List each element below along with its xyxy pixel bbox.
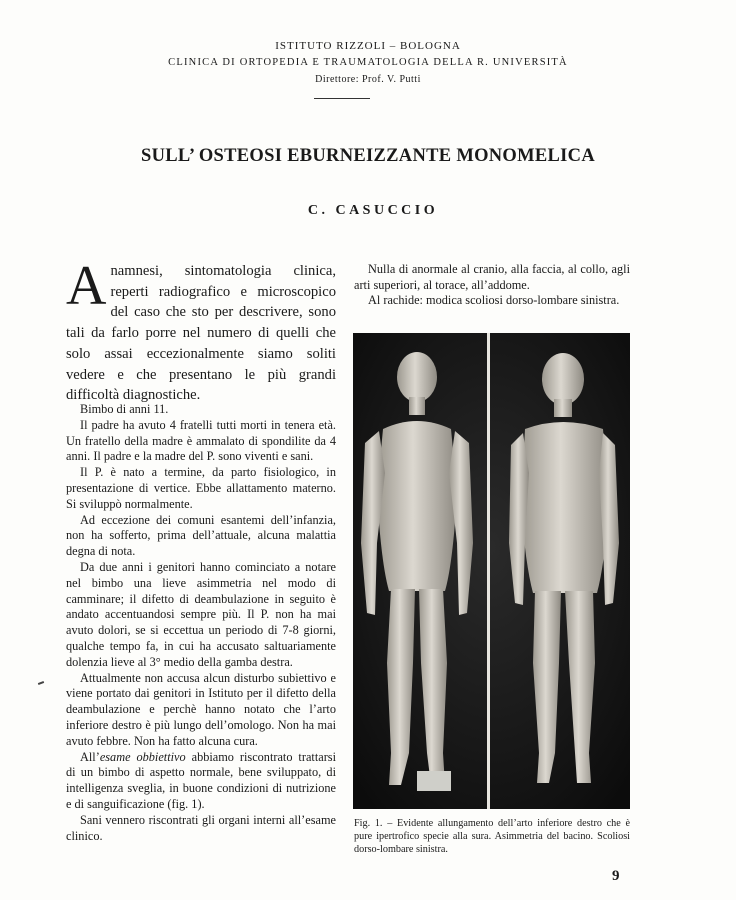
exam-rest: abbiamo riscontrato trattarsi di un bimbo di aspetto normale, bene sviluppato, di intelligenza sveglia, in buone condizioni di nutrizione e di sanguificazione (fig. 1). — [66, 749, 336, 811]
header-institute: ISTITUTO RIZZOLI – BOLOGNA — [275, 40, 461, 52]
paragraph-infancy: Ad eccezione dei comuni esantemi dell’infanzia, non ha sofferto, prima dell’attuale, alcuna malattia degna di nota. — [66, 512, 336, 559]
exam-prefix: All’ — [80, 749, 100, 764]
intro-paragraph — [66, 255, 336, 406]
article-title: SULL’ OSTEOSI EBURNEIZZANTE MONOMELICA — [141, 146, 595, 166]
paragraph-onset: Da due anni i genitori hanno cominciato a notare nel bimbo una lieve asimmetria nel modo di camminare; il difetto di deambulazione in seguito è andato accentuandosi sempre più. Il P. non ha mai avuto dolori, se si eccettua un periodo di 7-8 giorni, qualche tempo fa, in cui ha accusato saltuariamente dolenzia lieve al 3° medio della gamba destra. — [66, 559, 336, 669]
header-clinic: CLINICA DI ORTOPEDIA E TRAUMATOLOGIA DELLA R. UNIVERSITÀ — [168, 57, 568, 68]
right-column-body — [354, 262, 630, 309]
header-director: Direttore: Prof. V. Putti — [315, 74, 421, 85]
figure-caption-text: – Evidente allungamento dell’arto inferiore destro che è pure ipertrofico specie alla sura. Asimmetria del bacino. Scoliosi dorso-lombare sinistra. — [354, 818, 630, 856]
stray-ink-mark — [38, 681, 44, 685]
paragraph-organs: Sani vennero riscontrati gli organi interni all’esame clinico. — [66, 812, 336, 843]
article-author: C. CASUCCIO — [307, 203, 439, 218]
figure-photograph — [353, 333, 630, 809]
header-divider — [314, 98, 370, 99]
paragraph-current: Attualmente non accusa alcun disturbo subiettivo e viene portato dai genitori in Istituto per il difetto della deambulazione e perchè hanno notato che l’arto inferiore destro è più lungo dell’omologo. Non ha mai avuto febbre. Non ha fatto alcuna cura. — [66, 670, 336, 748]
left-column-body — [66, 402, 336, 844]
paragraph-age: Bimbo di anni 11. — [80, 402, 169, 416]
scale-platform — [417, 771, 451, 791]
figure-panel-divider — [487, 333, 490, 809]
paragraph-family: Il padre ha avuto 4 fratelli tutti morti in tenera età. Un fratello della madre è ammalato di spondilite da 4 anni. Il padre e la madre del P. sono viventi e sani. — [66, 417, 336, 464]
figure-label: Fig. 1. — [354, 818, 383, 829]
paragraph-exam — [66, 750, 336, 813]
paragraph-birth: Il P. è nato a termine, da parto fisiologico, in presentazione di vertice. Ebbe allattamento materno. Si sviluppò normalmente. — [66, 465, 336, 511]
drop-cap: A — [66, 255, 107, 317]
exam-emphasis: esame obbiettivo — [99, 749, 186, 764]
figure-caption — [354, 817, 630, 857]
paragraph-normal-findings: Nulla di anormale al cranio, alla faccia, al collo, agli arti superiori, al torace, all’addome. — [354, 262, 630, 292]
paragraph-spine: Al rachide: modica scoliosi dorso-lombare sinistra. — [368, 293, 620, 308]
intro-block — [66, 255, 336, 406]
page-number: 9 — [612, 868, 620, 884]
patient-photo-illustration — [353, 333, 630, 809]
intro-text: namnesi, sintomatologia clinica, reperti radiografico e microscopico del caso che sto per descrivere, sono tali da farlo porre nel numero di quelli che solo assai eccezionalmente siamo soliti vedere e che presentano le più grandi difficoltà diagnostiche. — [66, 263, 336, 404]
